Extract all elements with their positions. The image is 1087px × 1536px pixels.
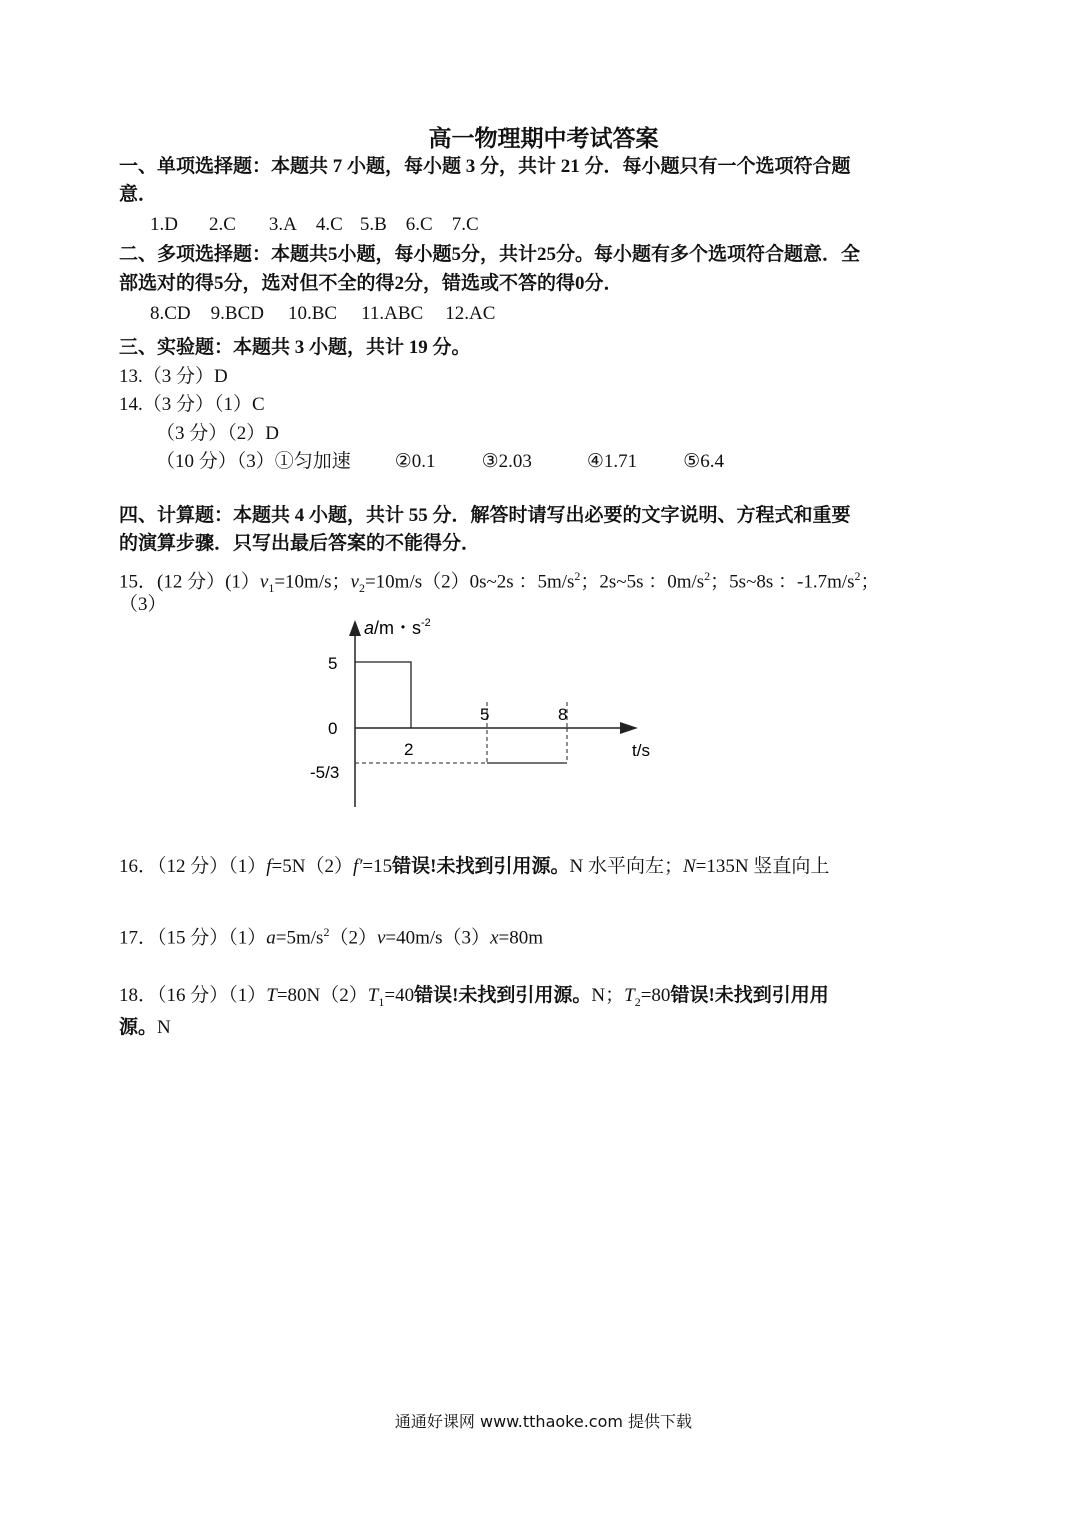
q15-part3-label: （3） <box>119 594 167 615</box>
section4-heading-cont: 的演算步骤．只写出最后答案的不能得分． <box>119 533 481 554</box>
q14-item: ②0.1 <box>394 451 436 472</box>
answer-item: 9.BCD <box>210 303 264 324</box>
answer-item: 11.ABC <box>361 303 424 324</box>
answer-item: 1.D <box>150 214 178 235</box>
segment-0-2s <box>355 662 411 728</box>
x-axis-arrow <box>620 722 638 734</box>
section4-heading: 四、计算题：本题共 4 小题，共计 55 分．解答时请写出必要的文字说明、方程式和重要 <box>119 505 851 526</box>
answer-item: 6.C <box>405 214 433 235</box>
x-tick-5: 5 <box>480 705 490 724</box>
q18-answer-cont: 源。N <box>119 1017 171 1038</box>
answer-item: 7.C <box>451 214 479 235</box>
q16-answer: 16．（12 分）（1）f=5N（2）f′=15错误!未找到引用源。N 水平向左；N=135N 竖直向上 <box>119 856 830 877</box>
q14-part3-prefix: （10 分）（3）①匀加速 <box>156 451 351 472</box>
answer-item: 10.BC <box>287 303 338 324</box>
section2-answers <box>150 303 495 325</box>
x-axis-label: t/s <box>632 741 650 760</box>
footer-credit: 通通好课网 www.tthaoke.com 提供下载 <box>394 1412 693 1431</box>
section1-heading: 一、单项选择题：本题共 7 小题，每小题 3 分，共计 21 分．每小题只有一个选项符合题 <box>119 156 851 177</box>
answer-item: 2.C <box>208 214 236 235</box>
y-axis-label: a/m・$s^{-2}$ <box>364 617 431 638</box>
answer-item: 12.AC <box>445 303 496 324</box>
q13-answer: 13.（3 分）D <box>119 366 228 387</box>
q14-part1: 14.（3 分）（1）C <box>119 394 265 415</box>
q17-answer: 17．（15 分）$(1)a=5m/s^2(2)v=40m/s(3)x=80m$ <box>119 925 543 949</box>
x-tick-2: 2 <box>404 740 414 759</box>
y-tick-neg: -5/3 <box>310 763 340 782</box>
x-tick-8: 8 <box>558 705 568 724</box>
y-tick-0: 0 <box>328 719 338 738</box>
answer-item: 8.CD <box>150 303 191 324</box>
answer-item: 3.A <box>268 214 297 235</box>
q15-answer: 15．(12 分）$(1)v_1=10m/s$；$v_2=10m/s(2)0s\sim 2s$ ：$5m/s^2$；2s~5s ：$0m/s^2$；5s~8s ：$-1.7m/s^2$； <box>119 569 880 596</box>
q18-answer: 18．（16 分）$(1)T=80N(2)T_1=40$错误!未找到引用源。N；$T_2=80$错误!未找到引用用 <box>119 985 829 1009</box>
acceleration-time-graph <box>300 612 670 812</box>
section1-answers <box>150 214 479 236</box>
q14-item: ④1.71 <box>586 451 638 472</box>
answer-item: 5.B <box>359 214 387 235</box>
q14-item: ⑤6.4 <box>683 451 724 472</box>
q14-part2: （3 分）（2）D <box>156 423 279 444</box>
answer-item: 4.C <box>315 214 343 235</box>
section1-heading-cont: 意． <box>119 184 158 205</box>
y-tick-5: 5 <box>328 654 338 673</box>
section3-heading: 三、实验题：本题共 3 小题，共计 19 分。 <box>119 337 471 358</box>
y-axis-arrow <box>349 620 361 636</box>
page-title: 高一物理期中考试答案 <box>428 126 659 151</box>
q14-part3 <box>156 451 724 473</box>
section2-heading-cont: 部选对的得5分，选对但不全的得2分，错选或不答的得0分． <box>119 273 623 294</box>
q14-item: ③2.03 <box>481 451 532 472</box>
section2-heading: 二、多项选择题：本题共5小题，每小题5分，共计25分。每小题有多个选项符合题意．全 <box>119 244 861 265</box>
